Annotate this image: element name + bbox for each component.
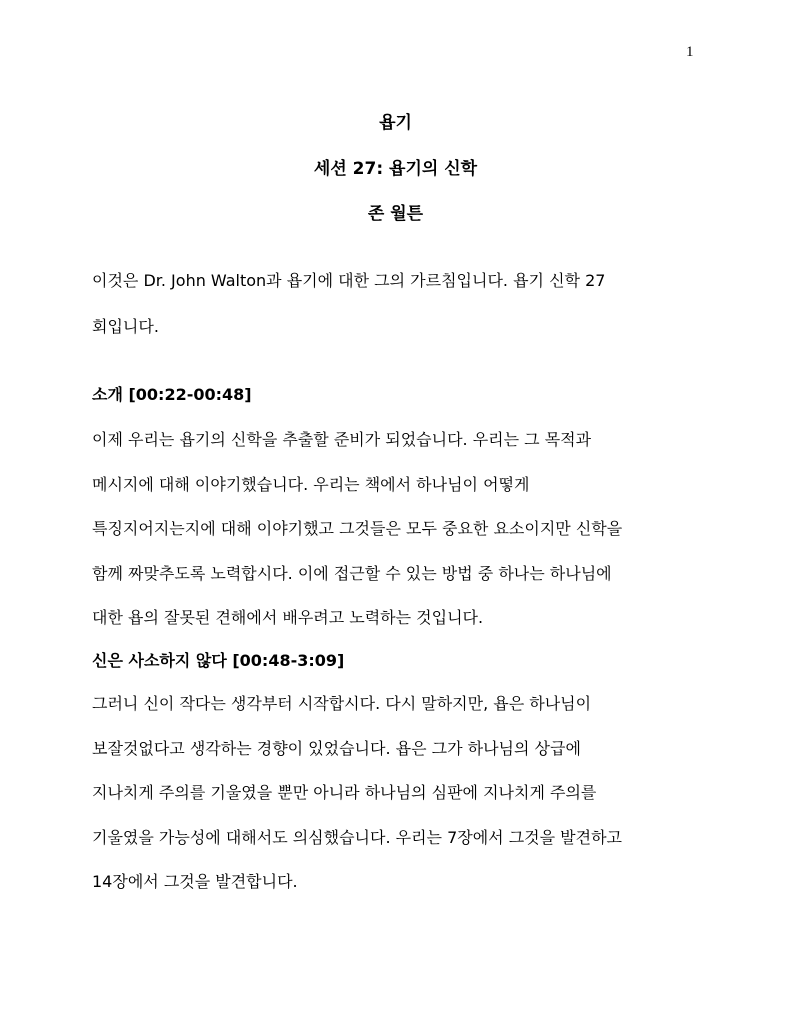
section-heading-god-not-trivial: 신은 사소하지 않다 [00:48-3:09] — [92, 651, 345, 670]
paragraph-line: 함께 짜맞추도록 노력합시다. 이에 접근할 수 있는 방법 중 하나는 하나님에 — [92, 564, 612, 583]
paragraph-line: 이제 우리는 욥기의 신학을 추출할 준비가 되었습니다. 우리는 그 목적과 — [92, 430, 592, 449]
author-name: 존 월튼 — [367, 204, 424, 224]
paragraph-line: 대한 욥의 잘못된 견해에서 배우려고 노력하는 것입니다. — [92, 608, 484, 627]
paragraph-line: 메시지에 대해 이야기했습니다. 우리는 책에서 하나님이 어떻게 — [92, 475, 530, 494]
paragraph-line: 14장에서 그것을 발견합니다. — [92, 872, 298, 891]
paragraph-line: 보잘것없다고 생각하는 경향이 있었습니다. 욥은 그가 하나님의 상급에 — [92, 739, 581, 758]
page-number: 1 — [686, 44, 694, 60]
paragraph-line: 지나치게 주의를 기울였을 뿐만 아니라 하나님의 심판에 지나치게 주의를 — [92, 783, 597, 802]
paragraph-line: 그러니 신이 작다는 생각부터 시작합시다. 다시 말하지만, 욥은 하나님이 — [92, 694, 592, 713]
paragraph-line: 기울였을 가능성에 대해서도 의심했습니다. 우리는 7장에서 그것을 발견하고 — [92, 828, 623, 847]
document-title: 욥기 — [379, 113, 412, 133]
session-subtitle: 세션 27: 욥기의 신학 — [313, 159, 478, 179]
section-heading-intro: 소개 [00:22-00:48] — [92, 385, 252, 404]
intro-line: 회입니다. — [92, 317, 159, 336]
paragraph-line: 특징지어지는지에 대해 이야기했고 그것들은 모두 중요한 요소이지만 신학을 — [92, 519, 623, 538]
intro-line: 이것은 Dr. John Walton과 욥기에 대한 그의 가르침입니다. 욥기 신학 27 — [92, 271, 606, 290]
